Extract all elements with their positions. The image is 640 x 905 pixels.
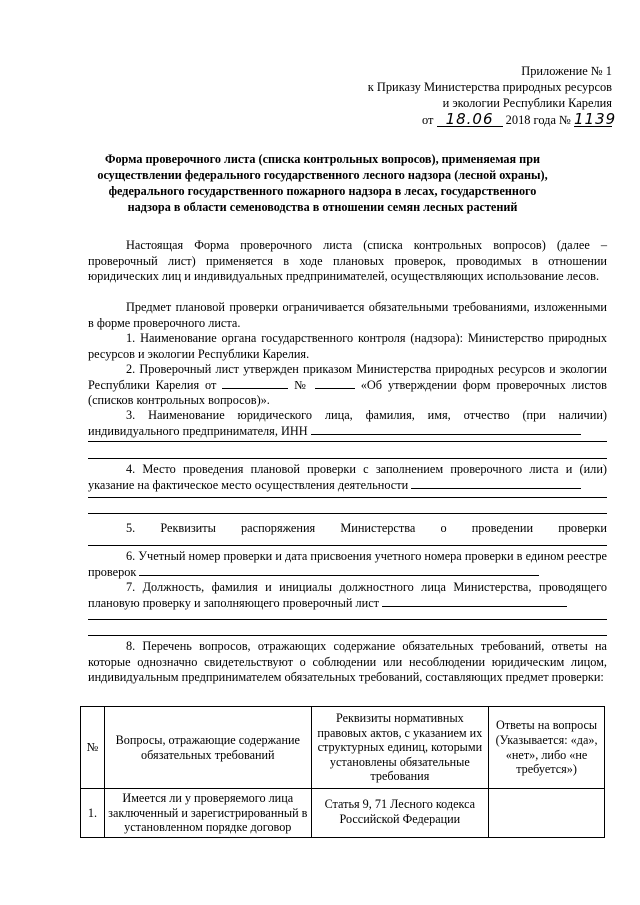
- table-row: [81, 789, 605, 838]
- item-2-number-sign: №: [294, 377, 309, 392]
- item-5-word: проверки: [558, 521, 607, 535]
- item-2-text-c: «Об утверждении форм проверочных листов (списков контрольных вопросов)».: [88, 377, 607, 407]
- item-5-blank-line[interactable]: [88, 545, 607, 546]
- intro-paragraph: [88, 238, 607, 285]
- item-7-text: 7. Должность, фамилия и инициалы должностного лица Министерства, проводящего плановую проверку и заполняющего проверочный лист: [88, 580, 607, 610]
- item-1-text: 1. Наименование органа государственного контроля (надзора): Министерство природных ресурсов и экологии Республики Карелия.: [88, 331, 607, 361]
- row-number: 1.: [81, 789, 105, 838]
- item-5-word: распоряжения: [241, 521, 316, 535]
- header-references: Реквизиты нормативных правовых актов, с указанием их структурных единиц, которыми установлены обязательные требования: [311, 707, 489, 789]
- item-7-blank-line-1[interactable]: [88, 619, 607, 620]
- intro-text: Настоящая Форма проверочного листа (списка контрольных вопросов) (далее – проверочный лист) применяется в ходе плановых проверок, проводимых в отношении юридических лиц и индивидуальных предпринимателей, осуществляющих использование лесов.: [88, 238, 607, 283]
- item-6-text: 6. Учетный номер проверки и дата присвоения учетного номера проверки в едином реестре проверок: [88, 549, 608, 579]
- item-4-blank-line-2[interactable]: [88, 513, 607, 514]
- location-blank[interactable]: [411, 478, 581, 489]
- year-label: 2018 года №: [505, 112, 571, 127]
- item-8-text: 8. Перечень вопросов, отражающих содержание обязательных требований, ответы на которые однозначно свидетельствуют о соблюдении или несоблюдении юридическим лицом, индивидуальным предпринимателем обязательных требований, составляющих предмет проверки:: [88, 639, 607, 684]
- appendix-line-1: Приложение № 1: [521, 64, 612, 78]
- handwritten-date: 18.06: [437, 113, 503, 127]
- registry-blank[interactable]: [139, 565, 539, 576]
- from-label: от: [422, 112, 434, 127]
- appendix-header: [312, 63, 617, 128]
- table-header-row: [81, 707, 605, 789]
- item-3-blank-line-1[interactable]: [88, 441, 607, 442]
- item-4-paragraph: [88, 462, 607, 493]
- item-1-paragraph: [88, 331, 607, 362]
- item-2-text-a: 2. Проверочный лист утвержден приказом Министерства природных ресурсов и экологии Республики Карелия от: [88, 362, 607, 392]
- appendix-line-2: к Приказу Министерства природных ресурсов: [367, 80, 612, 95]
- header-questions: Вопросы, отражающие содержание обязательных требований: [104, 707, 311, 789]
- subject-text: Предмет плановой проверки ограничивается обязательными требованиями, изложенными в форме проверочного листа.: [88, 300, 607, 330]
- item-7-blank-line-2[interactable]: [88, 635, 607, 636]
- inn-blank[interactable]: [311, 424, 581, 435]
- subject-paragraph: [88, 300, 607, 331]
- approval-date-blank[interactable]: [222, 378, 288, 389]
- header-number: №: [81, 707, 105, 789]
- appendix-line-3: и экологии Республики Карелия: [442, 96, 612, 111]
- row-question: Имеется ли у проверяемого лица заключенный и зарегистрированный в установленном порядке договор: [104, 789, 311, 838]
- item-2-paragraph: [88, 362, 607, 409]
- item-5-word: 5.: [126, 521, 136, 535]
- handwritten-number: 1139: [574, 109, 617, 128]
- item-8-paragraph: [88, 639, 607, 686]
- inspector-blank[interactable]: [382, 596, 567, 607]
- item-3-paragraph: [88, 408, 607, 439]
- item-7-paragraph: [88, 580, 607, 611]
- questions-table: [80, 706, 605, 838]
- row-answer-cell[interactable]: [489, 789, 605, 838]
- item-3-text: 3. Наименование юридического лица, фамилия, имя, отчество (при наличии) индивидуального предпринимателя, ИНН: [88, 408, 607, 438]
- approval-number-blank[interactable]: [315, 378, 355, 389]
- appendix-date-line: [312, 109, 617, 128]
- item-4-text: 4. Место проведения плановой проверки с заполнением проверочного листа и (или) указание на фактическое место осуществления деятельности: [88, 462, 607, 492]
- item-5-word: о: [440, 521, 447, 535]
- item-6-paragraph: [88, 549, 607, 580]
- header-answers: Ответы на вопросы (Указывается: «да», «нет», либо «не требуется»): [489, 707, 605, 789]
- item-4-blank-line-1[interactable]: [88, 497, 607, 498]
- form-title: Форма проверочного листа (списка контрольных вопросов), применяемая при осуществлении федерального государственного лесного надзора (лесной охраны), федерального государственного пожарного надзора в лесах, государственного надзора в области семеноводства в отношении семян лесных растений: [97, 152, 548, 214]
- row-reference: Статья 9, 71 Лесного кодекса Российской Федерации: [311, 789, 489, 838]
- item-3-blank-line-2[interactable]: [88, 458, 607, 459]
- item-5-word: Министерства: [340, 521, 416, 535]
- item-5-paragraph: [88, 521, 607, 537]
- item-5-word: проведении: [471, 521, 534, 535]
- item-5-word: Реквизиты: [160, 521, 216, 535]
